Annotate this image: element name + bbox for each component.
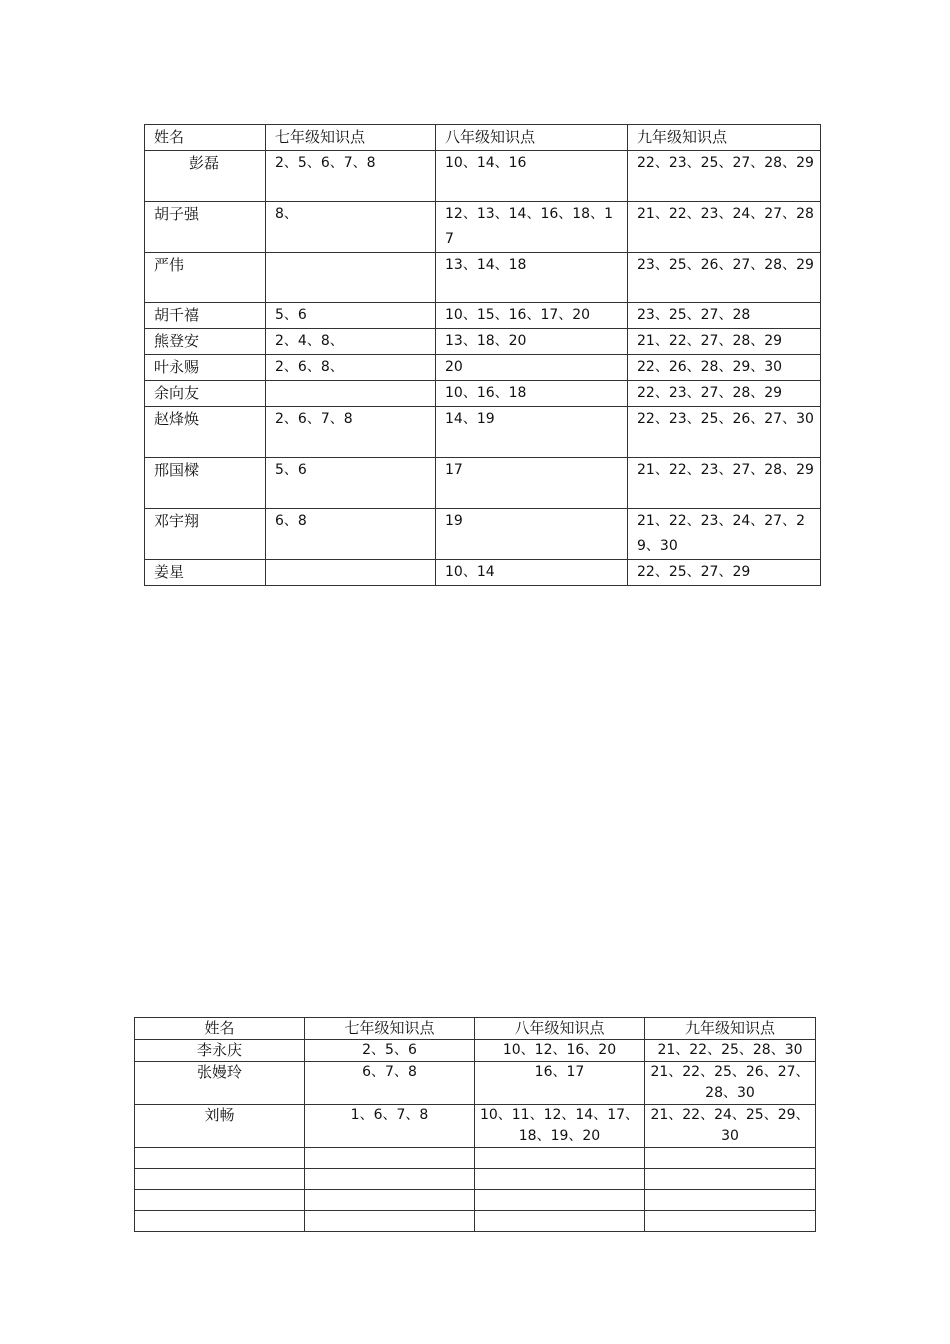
student-name-cell [135,1148,305,1169]
knowledge-points-cell: 22、23、25、27、28、29 [628,151,821,202]
table-row [145,202,821,253]
student-name-cell [135,1169,305,1190]
table-2-body [135,1018,816,1232]
knowledge-points-cell: 22、23、25、26、27、30 [628,407,821,458]
table-row [135,1169,816,1190]
knowledge-points-cell [645,1148,816,1169]
student-name-cell: 熊登安 [145,329,266,355]
knowledge-points-cell: 21、22、25、28、30 [645,1040,816,1062]
table-row [145,509,821,560]
knowledge-points-cell: 21、22、27、28、29 [628,329,821,355]
student-name-cell: 严伟 [145,253,266,303]
knowledge-points-cell [475,1190,645,1211]
knowledge-points-cell: 16、17 [475,1062,645,1105]
knowledge-points-cell: 21、22、23、27、28、29 [628,458,821,509]
knowledge-points-cell [475,1211,645,1232]
knowledge-points-cell: 22、23、27、28、29 [628,381,821,407]
table-row [145,381,821,407]
knowledge-points-cell: 6、7、8 [305,1062,475,1105]
table-row [135,1148,816,1169]
knowledge-points-cell [645,1169,816,1190]
student-name-cell: 邓宇翔 [145,509,266,560]
student-name-cell: 赵烽焕 [145,407,266,458]
table-row [135,1062,816,1105]
table-row [145,329,821,355]
knowledge-points-cell: 21、22、24、25、29、30 [645,1105,816,1148]
knowledge-points-cell: 10、15、16、17、20 [436,303,628,329]
knowledge-table-2 [134,1017,816,1232]
knowledge-points-cell: 21、22、25、26、27、28、30 [645,1062,816,1105]
table-row [145,560,821,586]
knowledge-points-cell [305,1211,475,1232]
knowledge-points-cell: 10、16、18 [436,381,628,407]
knowledge-points-cell: 10、12、16、20 [475,1040,645,1062]
knowledge-points-cell: 8、 [266,202,436,253]
column-header: 七年级知识点 [266,125,436,151]
column-header: 九年级知识点 [645,1018,816,1040]
knowledge-points-cell: 19 [436,509,628,560]
student-name-cell: 张嫚玲 [135,1062,305,1105]
knowledge-points-cell: 2、4、8、 [266,329,436,355]
column-header: 姓名 [145,125,266,151]
knowledge-points-cell: 14、19 [436,407,628,458]
knowledge-points-cell: 5、6 [266,303,436,329]
knowledge-points-cell: 2、5、6、7、8 [266,151,436,202]
knowledge-points-cell: 10、11、12、14、17、18、19、20 [475,1105,645,1148]
knowledge-points-cell: 5、6 [266,458,436,509]
student-name-cell: 余向友 [145,381,266,407]
knowledge-points-cell: 13、14、18 [436,253,628,303]
table-row [135,1190,816,1211]
knowledge-points-cell: 23、25、26、27、28、29 [628,253,821,303]
table-1-body [145,125,821,586]
student-name-cell: 胡千禧 [145,303,266,329]
knowledge-points-cell [266,253,436,303]
knowledge-points-cell [266,381,436,407]
table-row [145,151,821,202]
table-row [145,407,821,458]
student-name-cell: 李永庆 [135,1040,305,1062]
knowledge-points-cell: 20 [436,355,628,381]
column-header: 姓名 [135,1018,305,1040]
student-name-cell: 叶永赐 [145,355,266,381]
table-header-row [135,1018,816,1040]
knowledge-points-cell [266,560,436,586]
table-header-row [145,125,821,151]
knowledge-points-cell: 2、5、6 [305,1040,475,1062]
knowledge-points-cell: 1、6、7、8 [305,1105,475,1148]
knowledge-points-cell [305,1148,475,1169]
knowledge-points-cell [475,1148,645,1169]
knowledge-points-cell [305,1169,475,1190]
table-row [145,253,821,303]
student-name-cell [135,1190,305,1211]
table-row [135,1040,816,1062]
knowledge-points-cell: 23、25、27、28 [628,303,821,329]
knowledge-points-cell: 22、26、28、29、30 [628,355,821,381]
knowledge-points-cell: 21、22、23、24、27、29、30 [628,509,821,560]
table-row [135,1211,816,1232]
knowledge-points-cell [475,1169,645,1190]
table-row [145,458,821,509]
knowledge-points-cell: 10、14 [436,560,628,586]
table-row [135,1105,816,1148]
knowledge-points-cell: 2、6、8、 [266,355,436,381]
knowledge-table-1 [144,124,821,586]
student-name-cell: 姜星 [145,560,266,586]
knowledge-points-cell: 12、13、14、16、18、17 [436,202,628,253]
knowledge-points-cell: 6、8 [266,509,436,560]
student-name-cell [135,1211,305,1232]
knowledge-points-cell: 22、25、27、29 [628,560,821,586]
knowledge-points-cell: 21、22、23、24、27、28 [628,202,821,253]
knowledge-points-cell [305,1190,475,1211]
knowledge-points-cell: 13、18、20 [436,329,628,355]
column-header: 八年级知识点 [475,1018,645,1040]
column-header: 八年级知识点 [436,125,628,151]
column-header: 九年级知识点 [628,125,821,151]
knowledge-points-cell: 2、6、7、8 [266,407,436,458]
column-header: 七年级知识点 [305,1018,475,1040]
student-name-cell: 刘畅 [135,1105,305,1148]
knowledge-points-cell [645,1211,816,1232]
student-name-cell: 彭磊 [145,151,266,202]
knowledge-points-cell [645,1190,816,1211]
knowledge-points-cell: 10、14、16 [436,151,628,202]
table-row [145,355,821,381]
table-row [145,303,821,329]
knowledge-points-cell: 17 [436,458,628,509]
student-name-cell: 胡子强 [145,202,266,253]
student-name-cell: 邢国樑 [145,458,266,509]
